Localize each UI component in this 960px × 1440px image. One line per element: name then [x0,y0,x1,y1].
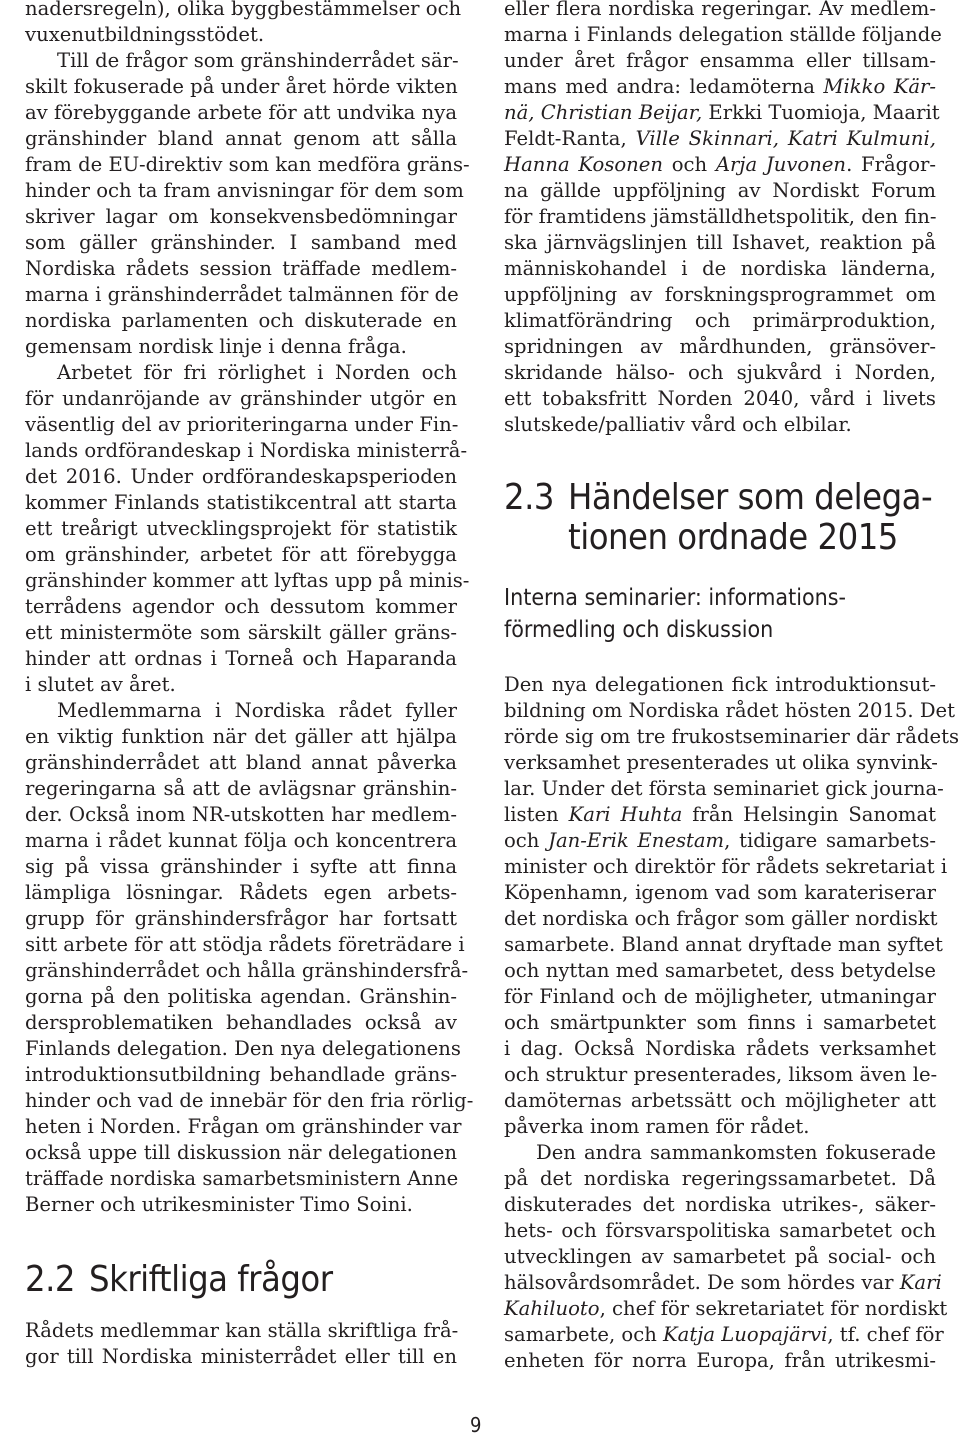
text-line: grupp för gränshindersfrågor har fortsatt [25,907,457,930]
text-line [504,828,936,854]
text-line: ett ministermöte som särskilt gäller gräns- [25,621,457,644]
text-line: enheten för norra Europa, från utrikesmi- [504,1349,936,1372]
text-line: människohandel i de nordiska länderna, [504,257,936,280]
text-line: gemensam nordisk linje i denna fråga. [25,335,407,358]
text-line: gor till Nordiska ministerrådet eller till en [25,1345,457,1368]
text-line: eller flera nordiska regeringar. Av medlem- [504,0,936,20]
text-line: Den nya delegationen fick introduktionsut- [504,673,936,696]
text-line: diskuterades det nordiska utrikes-, säker- [504,1193,936,1216]
text-line: heten i Norden. Frågan om gränshinder var [25,1115,462,1138]
text-line: hets- och försvarspolitiska samarbetet och [504,1219,936,1242]
text-run: och [663,153,716,176]
text-line: Finlands delegation. Den nya delegationens [25,1037,461,1060]
text-line: också uppe till diskussion när delegationen [25,1141,457,1164]
text-line: vuxenutbildningsstödet. [25,23,265,46]
text-line: på det nordiska regeringssamarbetet. Då [504,1167,936,1190]
text-line: det 2016. Under ordförandeskapsperioden [25,465,457,488]
text-line: och smärtpunkter som finns i samarbetet [504,1011,936,1034]
person-name: Kari Huhta [568,803,683,826]
section-number: 2.3 [504,477,554,518]
text-line: träffade nordiska samarbetsministern Anne [25,1167,459,1190]
paragraph [25,360,470,698]
text-run: . Frågor- [846,153,936,176]
section-number: 2.2 [25,1259,75,1300]
text-line: det nordiska och frågor som gäller nordiskt [504,907,938,930]
text-line: Arbetet för fri rörlighet i Norden och [57,361,457,384]
text-line: och nyttan med samarbetet, dess betydelse [504,959,936,982]
text-line: utvecklingen av samarbetet på social- och [504,1245,936,1268]
text-run: , tidigare samarbets- [724,829,936,852]
person-name: Mikko Kär- [823,75,936,98]
text-line: skilt fokuserade på under året hörde vikten [25,75,458,98]
text-line: skriver lagar om konsekvensbedömningar [25,205,457,228]
text-run: Erkki Tuomioja, Maarit [702,101,940,124]
text-line: samarbete. Bland annat dryftade man syftet [504,933,943,956]
text-line: kommer Finlands statistikcentral att starta [25,491,457,514]
text-line: verksamhet presenterades ut olika synvink- [504,751,938,774]
text-line: lands ordförandeskap i Nordiska ministerrå- [25,439,468,462]
text-line [504,1296,948,1322]
text-line: bildning om Nordiska rådet hösten 2015. Det [504,699,956,722]
text-line: lämpliga lösningar. Rådets egen arbets- [25,881,457,904]
text-line: ska järnvägslinjen till Ishavet, reaktion på [504,231,936,254]
text-line: i dag. Också Nordiska rådets verksamhet [504,1037,936,1060]
section-title: Skriftliga frågor [89,1259,333,1300]
text-line [504,126,936,152]
text-line: marna i gränshinderrådet talmännen för de [25,283,459,306]
text-line: introduktionsutbildning behandlade gräns- [25,1063,457,1086]
text-line: damöternas arbetssätt och möjligheter att [504,1089,936,1112]
text-line: dersproblematiken behandlades också av [25,1011,457,1034]
text-line [504,1322,944,1348]
text-run: , chef för sekretariatet för nordiskt [599,1297,948,1320]
text-line: regeringarna så att de avlägsnar gränshin- [25,777,457,800]
text-line: na gällde uppföljning av Nordiskt Forum [504,179,936,202]
paragraph [25,0,462,48]
text-line: för Finland och de möjligheter, utmaningar [504,985,936,1008]
text-line [504,100,940,126]
text-run: och [504,829,549,852]
person-name: Kari [899,1271,942,1294]
text-line: minister och direktör för rådets sekretariat i [504,855,948,878]
subheading-line: förmedling och diskussion [504,617,774,643]
paragraph [504,1140,948,1374]
text-run: mans med andra: ledamöterna [504,75,824,98]
text-line: påverka inom ramen för rådet. [504,1115,810,1138]
text-line: en viktig funktion när det gäller att hjälpa [25,725,457,748]
text-line: Berner och utrikesminister Timo Soini. [25,1193,413,1216]
left-column [25,0,474,1370]
text-run: , tf. chef för [827,1323,944,1346]
section-heading-2-3 [504,478,936,558]
person-name: Jan-Erik Enestam [548,829,725,852]
text-run: från Helsingin Sanomat [682,803,937,826]
text-line: Den andra sammankomsten fokuserade [536,1141,936,1164]
text-line: för framtidens jämställdhetspolitik, den fin- [504,205,937,228]
text-line: i slutet av året. [25,673,176,696]
text-line: gorna på den politiska agendan. Gränshin- [25,985,457,1008]
text-line: spridningen av mårdhunden, gränsöver- [504,335,936,358]
text-line: Medlemmarna i Nordiska rådet fyller [57,699,457,722]
text-line: hinder att ordnas i Torneå och Haparanda [25,647,457,670]
text-run: listen [504,803,569,826]
text-line: skridande hälso- och sjukvård i Norden, [504,361,936,384]
person-name: Kahiluoto [504,1297,600,1320]
person-name: Hanna Kosonen [504,153,664,176]
text-line: lar. Under det första seminariet gick journa- [504,777,944,800]
text-line: gränshinderrådet och hålla gränshindersfrå- [25,959,469,982]
paragraph [25,698,474,1218]
text-line: som gäller gränshinder. I samband med [25,231,457,254]
text-line: fram de EU-direktiv som kan medföra gräns- [25,153,470,176]
text-line: rörde sig om tre frukostseminarier där rådets [504,725,960,748]
text-line: terrådens agendor och dessutom kommer [25,595,457,618]
text-line [504,1270,942,1296]
paragraph [504,0,942,438]
text-line: hinder och ta fram anvisningar för dem som [25,179,464,202]
text-line: hinder och vad de innebär för den fria rörlig- [25,1089,474,1112]
text-line: ett treårigt utvecklingsprojekt för statistik [25,517,457,540]
text-line: klimatförändring och primärproduktion, [504,309,936,332]
subheading [504,582,936,646]
text-line: sitt arbete för att stödja rådets företrädare i [25,933,465,956]
section-title-line: Händelser som delega- [568,477,933,518]
text-line: Till de frågor som gränshinderrådet sär- [57,49,459,72]
text-line: marna i Finlands delegation ställde följande [504,23,942,46]
text-line: under året frågor ensamma eller tillsam- [504,49,936,72]
text-line: Rådets medlemmar kan ställa skriftliga frå- [25,1319,459,1342]
paragraph [25,1318,457,1370]
text-line: väsentlig del av prioriteringarna under Fin- [25,413,459,436]
subheading-line: Interna seminarier: informations- [504,585,846,611]
right-column [504,0,960,1374]
text-line: om gränshinder, arbetet för att förebygga [25,543,457,566]
person-name: Katja Luopajärvi [663,1323,828,1346]
text-line: Köpenhamn, igenom vad som karateriserar [504,881,936,904]
section-title-line: tionen ordnade 2015 [568,517,898,558]
text-line: gränshinderrådet att bland annat påverka [25,751,457,774]
text-line: för undanröjande av gränshinder utgör en [25,387,457,410]
paragraph [25,48,470,360]
text-line [504,74,936,100]
text-line: gränshinder kommer att lyftas upp på minis- [25,569,470,592]
paragraph [504,672,960,1140]
text-line: nadersregeln), olika byggbestämmelser och [25,0,462,20]
text-run: samarbete, och [504,1323,664,1346]
text-line: uppföljning av forskningsprogrammet om [504,283,936,306]
text-line: marna i rådet kunnat följa och koncentrera [25,829,457,852]
text-line [504,802,936,828]
text-line [504,152,936,178]
person-name: Arja Juvonen [715,153,847,176]
text-line: der. Också inom NR-utskotten har medlem- [25,803,457,826]
section-heading-2-2 [25,1260,457,1300]
page-number: 9 [470,1413,482,1437]
text-line: sig på vissa gränshinder i syfte att finna [25,855,457,878]
text-line: ett tobaksfritt Norden 2040, vård i livets [504,387,936,410]
text-line: av förebyggande arbete för att undvika nya [25,101,457,124]
text-run: hälsovårdsområdet. De som hördes var [504,1271,900,1294]
text-line: gränshinder bland annat genom att sålla [25,127,457,150]
text-line: slutskede/palliativ vård och elbilar. [504,413,852,436]
person-name: nä, Christian Beijar, [504,101,703,124]
text-line: nordiska parlamenten och diskuterade en [25,309,457,332]
text-line: och struktur presenterades, liksom även le- [504,1063,938,1086]
person-name: Ville Skinnari, Katri Kulmuni, [635,127,936,150]
text-run: Feldt-Ranta, [504,127,636,150]
text-line: Nordiska rådets session träffade medlem- [25,257,457,280]
